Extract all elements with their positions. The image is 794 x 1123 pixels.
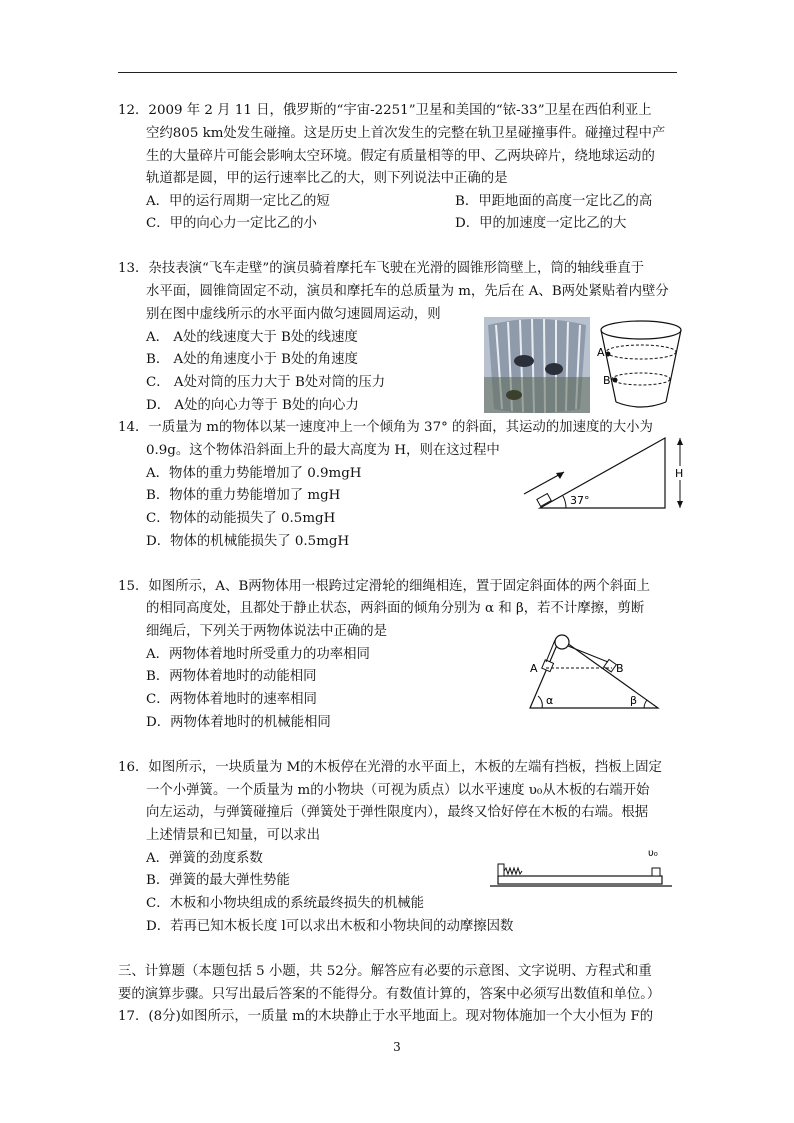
q12-option-a: A．甲的运行周期一定比乙的短	[146, 194, 330, 209]
q13-stem-line: 13．杂技表演“飞车走壁”的演员骑着摩托车飞驶在光滑的圆锥形筒壁上，筒的轴线垂直于	[118, 261, 645, 276]
q13-stem-line: 水平面，圆锥筒固定不动，演员和摩托车的总质量为 m，先后在 A、B两处紧贴着内壁分	[146, 284, 669, 299]
cone-label-a: A	[597, 346, 605, 359]
q16-stem-line: 向左运动，与弹簧碰撞后（弹簧处于弹性限度内），最终又恰好停在木板的右端。根据	[146, 805, 649, 820]
q16-option-a: A．弹簧的劲度系数	[146, 851, 263, 866]
q12-option-c: C．甲的向心力一定比乙的小	[146, 216, 317, 231]
q16-option-d: D．若再已知木板长度 l可以求出木板和小物块间的动摩擦因数	[146, 919, 514, 934]
q15-option-d: D．两物体着地时的机械能相同	[146, 715, 331, 730]
double-incline-alpha: α	[546, 694, 554, 707]
incline-angle-label: 37°	[570, 494, 590, 507]
double-incline-label-b: B	[616, 662, 624, 675]
q15-option-a: A．两物体着地时所受重力的功率相同	[146, 647, 370, 662]
q14-stem-line: 14．一质量为 m的物体以某一速度冲上一个倾角为 37° 的斜面，其运动的加速度的大小为	[118, 420, 653, 435]
cone-label-b: B	[603, 374, 611, 387]
q15-stem-line: 15．如图所示，A、B两物体用一根跨过定滑轮的细绳相连，置于固定斜面体的两个斜面上	[118, 579, 650, 594]
plank-velocity-label: υ₀	[648, 848, 658, 859]
page-number: 3	[393, 1040, 401, 1054]
q13-option-c: C． A处对筒的压力大于 B处对筒的压力	[146, 375, 386, 390]
q15-option-b: B．两物体着地时的动能相同	[146, 669, 317, 684]
q16-option-b: B．弹簧的最大弹性势能	[146, 873, 290, 888]
q15-option-c: C．两物体着地时的速率相同	[146, 692, 317, 707]
double-incline-diagram	[524, 632, 664, 712]
q12-option-b: B．甲距地面的高度一定比乙的高	[455, 194, 653, 209]
q13-option-d: D． A处的向心力等于 B处的向心力	[146, 398, 359, 413]
q15-stem-line: 细绳后，下列关于两物体说法中正确的是	[146, 624, 388, 639]
q13-stem-line: 别在图中虚线所示的水平面内做匀速圆周运动，则	[146, 307, 441, 322]
q12-stem-line: 12．2009 年 2 月 11 日，俄罗斯的“宇宙-2251”卫星和美国的“铱-33”卫星在西伯利亚上	[118, 103, 652, 118]
q17-stem-line: 17．(8分)如图所示，一质量 m的木块静止于水平地面上。现对物体施加一个大小恒为 F的	[118, 1009, 654, 1024]
q12-option-d: D．甲的加速度一定比乙的大	[455, 216, 627, 231]
q13-option-a: A． A处的线速度大于 B处的线速度	[146, 330, 358, 345]
cone-diagram	[596, 318, 686, 414]
q16-stem-line: 一个小弹簧。一个质量为 m的小物块（可视为质点）以水平速度 υ₀从木板的右端开始	[146, 783, 650, 798]
q14-option-c: C．物体的动能损失了 0.5mgH	[146, 511, 336, 526]
motorcycle-drome-photo	[484, 317, 590, 413]
section-3-line: 三、计算题（本题包括 5 小题，共 52分。解答应有必要的示意图、文字说明、方程式和重	[118, 964, 652, 979]
incline-diagram	[520, 430, 690, 512]
q12-stem-line: 空约805 km处发生碰撞。这是历史上首次发生的完整在轨卫星碰撞事件。碰撞过程中产	[146, 126, 666, 141]
plank-spring-diagram	[490, 842, 672, 894]
q12-stem-line: 轨道都是圆，甲的运行速率比乙的大，则下列说法中正确的是	[146, 171, 508, 186]
q14-option-b: B．物体的重力势能增加了 mgH	[146, 488, 341, 503]
incline-height-label: H	[675, 467, 684, 480]
header-rule	[118, 72, 677, 73]
q13-option-b: B． A处的角速度小于 B处的角速度	[146, 352, 358, 367]
q16-stem-line: 上述情景和已知量，可以求出	[146, 828, 321, 843]
q14-stem-line: 0.9g。这个物体沿斜面上升的最大高度为 H，则在这过程中	[146, 443, 500, 458]
double-incline-beta: β	[630, 694, 638, 707]
double-incline-label-a: A	[530, 662, 538, 675]
q14-option-d: D．物体的机械能损失了 0.5mgH	[146, 534, 350, 549]
section-3-line: 要的演算步骤。只写出最后答案的不能得分。有数值计算的，答案中必须写出数值和单位。）	[118, 987, 661, 1002]
q12-stem-line: 生的大量碎片可能会影响太空环境。假定有质量相等的甲、乙两块碎片，绕地球运动的	[146, 149, 655, 164]
q14-option-a: A．物体的重力势能增加了 0.9mgH	[146, 466, 362, 481]
q15-stem-line: 的相同高度处，且都处于静止状态，两斜面的倾角分别为 α 和 β，若不计摩擦，剪断	[146, 601, 645, 616]
q16-option-c: C．木板和小物块组成的系统最终损失的机械能	[146, 896, 425, 911]
q16-stem-line: 16．如图所示，一块质量为 M的木板停在光滑的水平面上，木板的左端有挡板，挡板上固定	[118, 760, 662, 775]
